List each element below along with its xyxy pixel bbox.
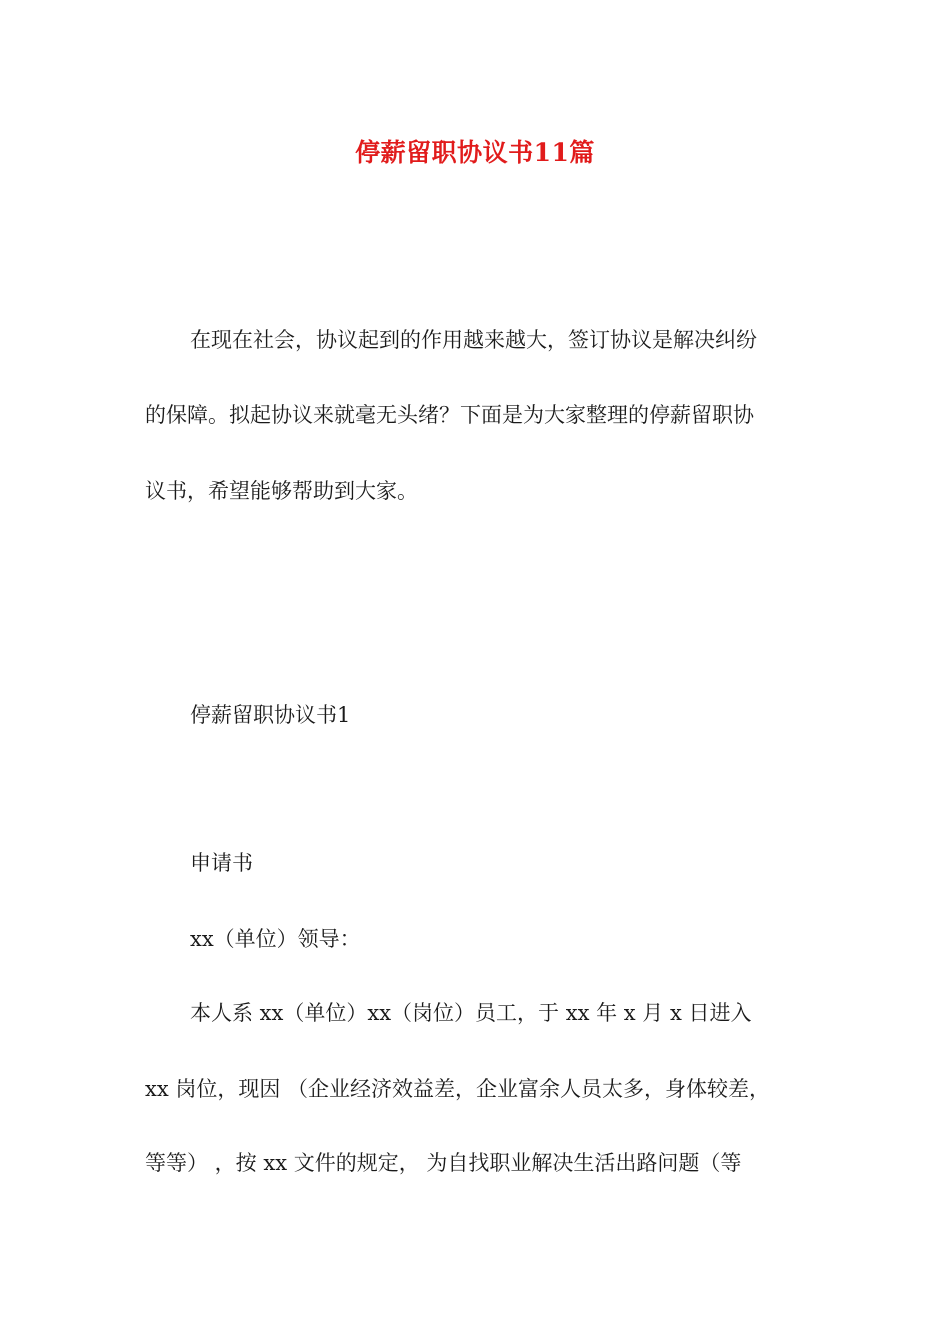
document-title: 停薪留职协议书11篇 [355, 138, 595, 167]
intro-line-2: 的保障。拟起协议来就毫无头绪？下面是为大家整理的停薪留职协 [145, 403, 754, 427]
salutation: xx（单位）领导： [190, 927, 361, 951]
body-line-1: 本人系 xx（单位）xx（岗位）员工，于 xx 年 x 月 x 日进入 [190, 1001, 752, 1025]
subheading: 申请书 [190, 851, 253, 875]
intro-line-3: 议书，希望能够帮助到大家。 [145, 479, 418, 503]
intro-line-1: 在现在社会，协议起到的作用越来越大，签订协议是解决纠纷 [190, 328, 757, 352]
section-heading: 停薪留职协议书1 [190, 703, 351, 727]
body-line-3: 等等） ，按 xx 文件的规定， 为自找职业解决生活出路问题（等 [145, 1151, 742, 1175]
body-line-2: xx 岗位，现因 （企业经济效益差，企业富余人员太多，身体较差， [145, 1077, 771, 1101]
